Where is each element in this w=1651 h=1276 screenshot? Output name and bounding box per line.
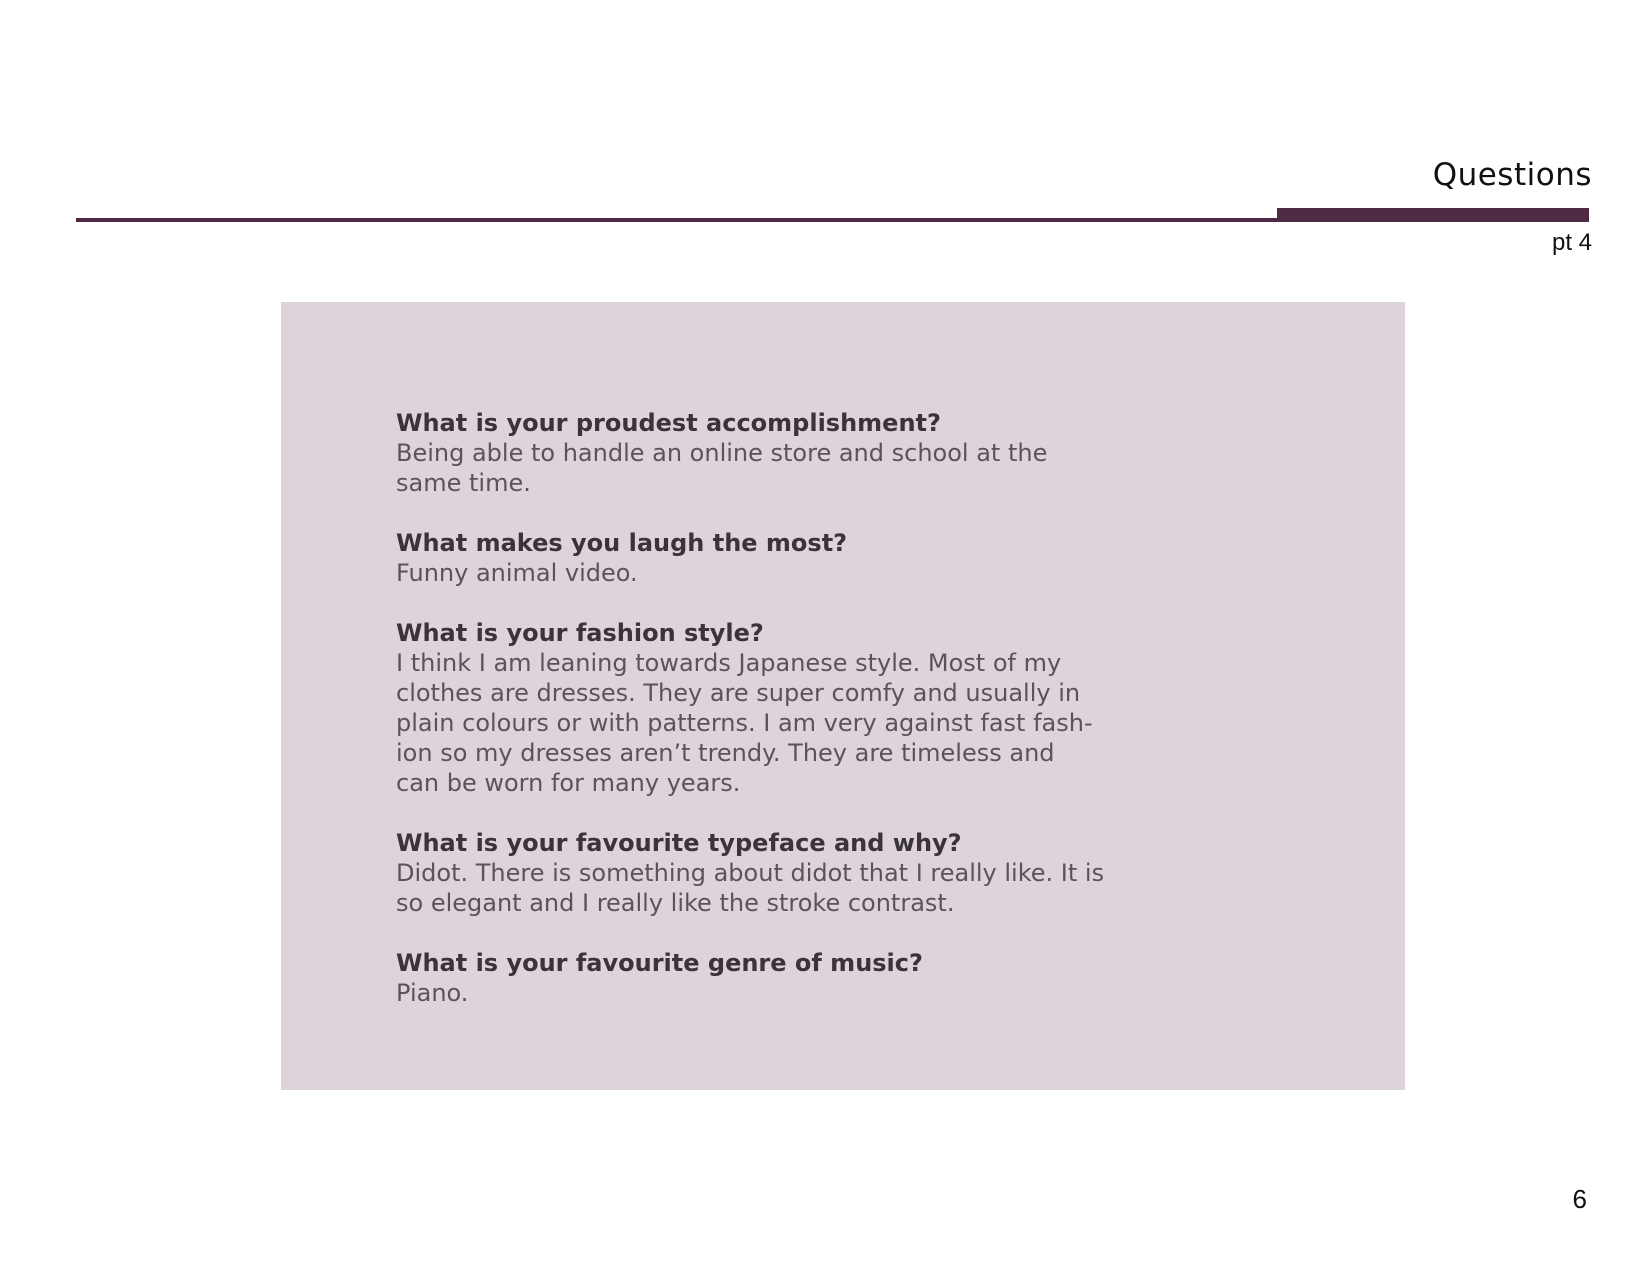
question: What is your favourite genre of music? xyxy=(396,949,923,977)
answer xyxy=(396,858,1296,918)
answer-line: I think I am leaning towards Japanese style. Most of my xyxy=(396,649,1062,677)
header-rule-accent xyxy=(1277,208,1589,222)
question: What makes you laugh the most? xyxy=(396,529,848,557)
answer-line: can be worn for many years. xyxy=(396,769,741,797)
answer xyxy=(396,438,1296,498)
question: What is your favourite typeface and why? xyxy=(396,829,962,857)
question: What is your proudest accomplishment? xyxy=(396,409,941,437)
answer-line: same time. xyxy=(396,469,531,497)
qa-item xyxy=(396,948,1296,1008)
answer xyxy=(396,978,1296,1008)
part-label: pt 4 xyxy=(1551,229,1592,256)
answer-line: clothes are dresses. They are super comfy and usually in xyxy=(396,679,1081,707)
qa-list xyxy=(396,408,1296,1038)
answer-line: Didot. There is something about didot that I really like. It is xyxy=(396,859,1105,887)
answer xyxy=(396,558,1296,588)
qa-panel xyxy=(281,302,1405,1090)
answer-line: plain colours or with patterns. I am very against fast fash- xyxy=(396,709,1093,737)
qa-item xyxy=(396,528,1296,588)
page-number: 6 xyxy=(1572,1184,1587,1214)
qa-item xyxy=(396,828,1296,918)
answer-line: ion so my dresses aren’t trendy. They are timeless and xyxy=(396,739,1055,767)
answer xyxy=(396,648,1296,798)
answer-line: Being able to handle an online store and school at the xyxy=(396,439,1048,467)
qa-item xyxy=(396,618,1296,798)
question: What is your fashion style? xyxy=(396,619,764,647)
answer-line: Piano. xyxy=(396,979,469,1007)
page-title: Questions xyxy=(1432,157,1592,193)
answer-line: so elegant and I really like the stroke contrast. xyxy=(396,889,955,917)
qa-item xyxy=(396,408,1296,498)
answer-line: Funny animal video. xyxy=(396,559,638,587)
